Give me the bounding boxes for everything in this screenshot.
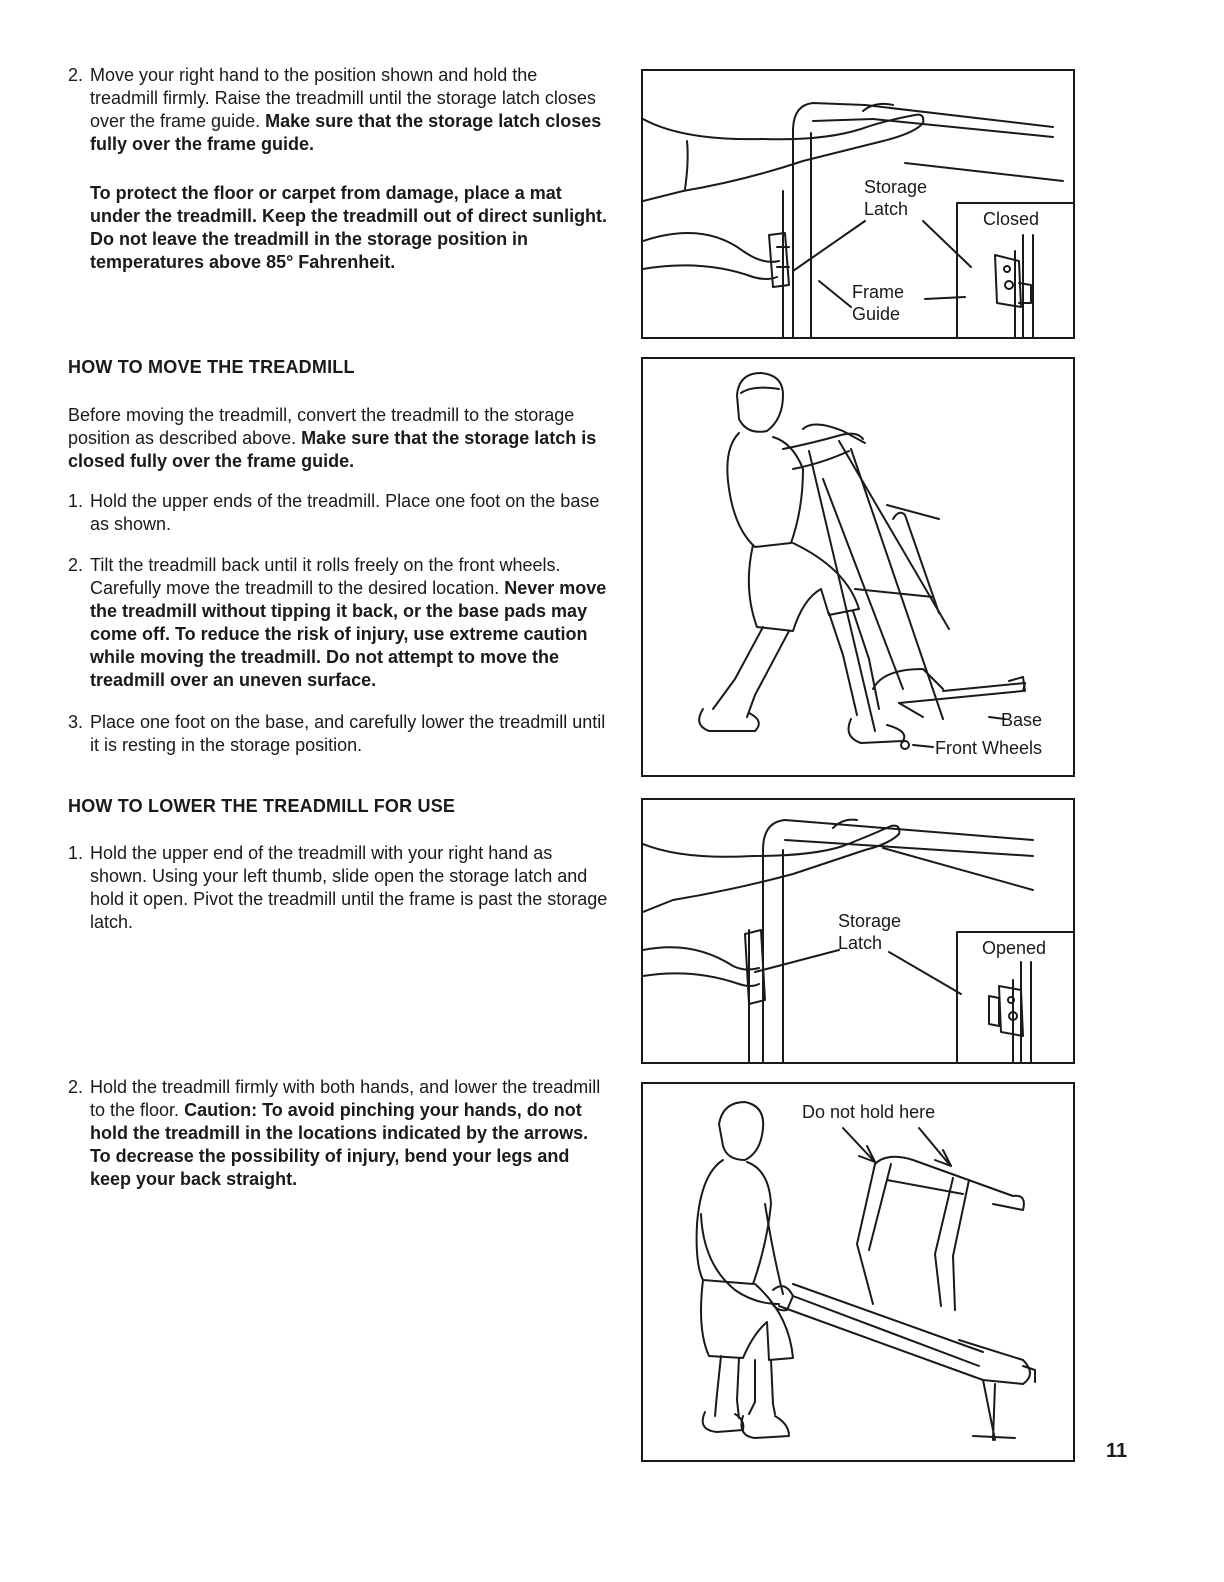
step-text: Move your right hand to the position shown and hold the treadmill firmly. Raise the treadmill until the storage latch closes over the frame guide. (90, 65, 596, 131)
page-number: 11 (1106, 1440, 1128, 1462)
move-intro-bold: Make sure that the storage latch is closed fully over the frame guide. (68, 428, 597, 471)
step-text: Place one foot on the base, and carefully lower the treadmill until it is resting in the storage position. (90, 712, 606, 755)
move-step-1 (68, 490, 608, 536)
guide-label: Guide (852, 304, 901, 324)
base-label: Base (1001, 710, 1043, 730)
frame-label: Frame (852, 282, 905, 302)
figure-moving-treadmill (641, 357, 1075, 777)
step-bold-text: Caution: To avoid pinching your hands, do not hold the treadmill in the locations indicated by the arrows. To decrease the possibility of injury, bend your legs and keep your back straight. (90, 1100, 589, 1189)
step-text: Hold the upper ends of the treadmill. Place one foot on the base as shown. (90, 491, 600, 534)
move-step-2 (68, 554, 608, 692)
step-bold-text: Never move the treadmill without tipping it back, or the base pads may come off. To reduce the risk of injury, use extreme caution while moving the treadmill. Do not attempt to move the treadmill over an uneven surface. (90, 578, 607, 690)
figure-lowering-treadmill (641, 1082, 1075, 1462)
closed-label: Closed (983, 209, 1040, 229)
do-not-hold-label: Do not hold here (802, 1102, 936, 1122)
storage-label: Storage (838, 911, 902, 931)
move-intro-text: Before moving the treadmill, convert the treadmill to the storage position as described above. (68, 405, 575, 448)
step-number: 2. (68, 1077, 84, 1097)
latch-label: Latch (864, 199, 909, 219)
step-bold-text: Make sure that the storage latch closes fully over the frame guide. (90, 111, 602, 154)
floor-warning: To protect the floor or carpet from damage, place a mat under the treadmill. Keep the treadmill out of direct sunlight. Do not leave the treadmill in the storage position in temperatures above 85° Fahrenheit. (90, 183, 608, 272)
step-number: 2. (68, 555, 84, 575)
front-wheels-label: Front Wheels (935, 738, 1043, 758)
lower-step-1 (68, 842, 608, 934)
step-number: 1. (68, 491, 84, 511)
latch-label: Latch (838, 933, 883, 953)
step-number: 2. (68, 65, 84, 85)
figure-latch-closed (641, 69, 1075, 339)
step-text: Hold the upper end of the treadmill with your right hand as shown. Using your left thumb, slide open the storage latch and hold it open. Pivot the treadmill until the frame is past the storage latch. (90, 843, 608, 932)
lowering-treadmill-illustration (643, 1084, 1075, 1462)
latch-opened-illustration (643, 800, 1075, 1064)
step-number: 3. (68, 712, 84, 732)
raise-step (68, 64, 608, 156)
lower-step-2 (68, 1076, 608, 1191)
step-text: Hold the treadmill firmly with both hands, and lower the treadmill to the floor. (90, 1077, 601, 1120)
move-intro (68, 404, 608, 473)
move-section-heading: HOW TO MOVE THE TREADMILL (68, 357, 355, 377)
storage-label: Storage (864, 177, 928, 197)
figure-latch-opened (641, 798, 1075, 1064)
opened-label: Opened (982, 938, 1047, 958)
move-step-3 (68, 711, 608, 757)
lower-section-heading: HOW TO LOWER THE TREADMILL FOR USE (68, 796, 456, 816)
step-text: Tilt the treadmill back until it rolls freely on the front wheels. Carefully move the treadmill to the desired location. (90, 555, 561, 598)
step-number: 1. (68, 843, 84, 863)
